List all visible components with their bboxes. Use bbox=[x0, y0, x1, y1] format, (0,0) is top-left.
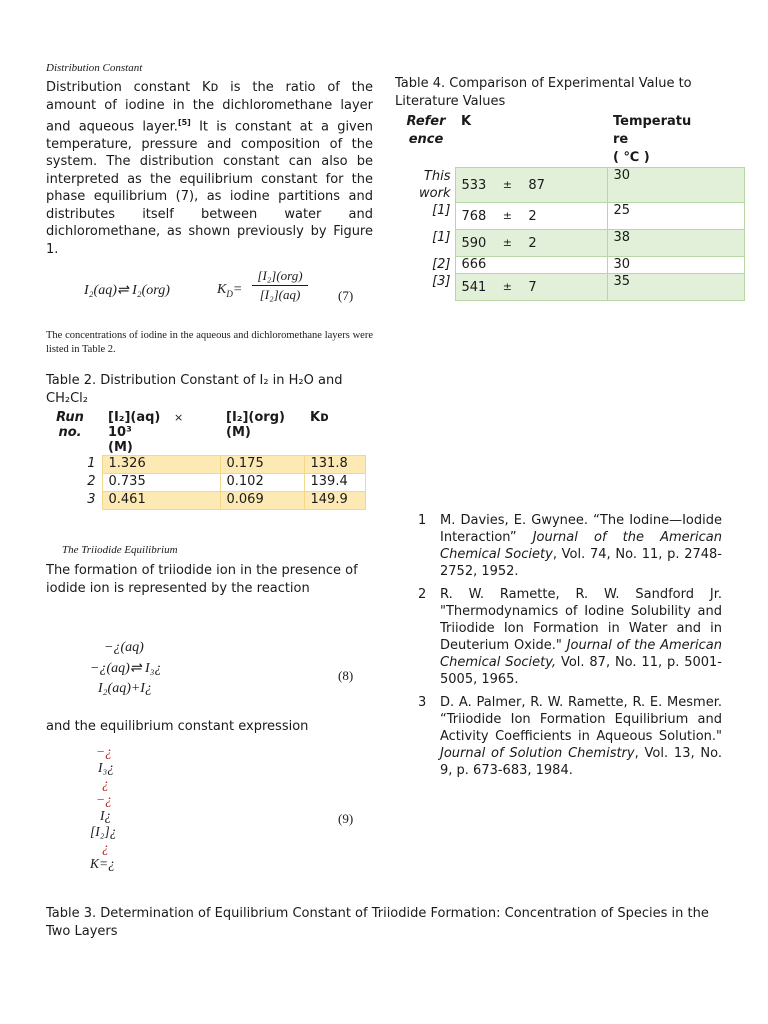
equation-7-fraction bbox=[252, 268, 308, 303]
equation-9 bbox=[90, 744, 116, 872]
eq9-line: [I₂]¿ bbox=[90, 824, 117, 839]
table-header-row bbox=[397, 113, 745, 168]
col-aq-symbol: [I₂](aq) bbox=[108, 410, 161, 425]
cell-temp: 30 bbox=[607, 257, 745, 274]
row-ref: [1] bbox=[432, 202, 451, 218]
reference-text bbox=[440, 512, 722, 580]
pm-sign: ± bbox=[502, 279, 512, 293]
row-ref: This work bbox=[419, 168, 451, 201]
row-ref: [3] bbox=[432, 273, 451, 289]
col-aq-pow: 10³ bbox=[108, 425, 132, 440]
kd-subscript: D bbox=[226, 288, 233, 299]
k-value: 666 bbox=[461, 257, 487, 272]
reference-item bbox=[418, 586, 722, 688]
cell-k bbox=[455, 257, 607, 274]
row-run: 1 bbox=[87, 455, 96, 471]
cell-k bbox=[455, 168, 607, 203]
cell-org: 0.069 bbox=[220, 492, 304, 510]
table2-caption: Table 2. Distribution Constant of I₂ in H₂O and CH₂Cl₂ bbox=[46, 373, 343, 406]
cell-kd: 149.9 bbox=[304, 492, 366, 510]
col-run: Run no. bbox=[56, 410, 84, 440]
equation-8-line1: −¿(aq) bbox=[104, 640, 144, 655]
k-value: 768 bbox=[461, 208, 487, 224]
table-row bbox=[397, 203, 745, 230]
reference-details: Vol. 87, No. 11, p. 5001-5005, 1965. bbox=[440, 655, 723, 687]
small-paragraph: The concentrations of iodine in the aqueous and dichloromethane layers were listed in Table 2. bbox=[46, 330, 373, 355]
reference-number: 3 bbox=[418, 695, 427, 710]
eq9-line: ¿ bbox=[102, 840, 109, 855]
reference-item bbox=[418, 512, 722, 580]
section-heading-distribution: Distribution Constant bbox=[46, 62, 143, 74]
cell-temp: 35 bbox=[607, 274, 745, 301]
reference-details: , Vol. 13, No. 9, p. 673-683, 1984. bbox=[440, 746, 723, 778]
equation-7-lhs: I₂(aq)⇌ I₂(org) bbox=[84, 283, 170, 298]
equation-8-line2: −¿(aq)⇌ I₃¿ bbox=[90, 661, 162, 676]
cell-k bbox=[455, 230, 607, 257]
equation-9-number: (9) bbox=[338, 811, 354, 826]
pm-sign: ± bbox=[502, 208, 512, 222]
k-value: 541 bbox=[461, 279, 487, 295]
cell-temp: 25 bbox=[607, 203, 745, 230]
equation-8-number: (8) bbox=[338, 668, 354, 683]
cell-kd: 131.8 bbox=[304, 456, 366, 474]
col-org-unit: (M) bbox=[226, 425, 251, 440]
table-row bbox=[38, 474, 366, 492]
fraction-denominator: [I₂](aq) bbox=[252, 285, 308, 303]
cell-temp: 30 bbox=[607, 168, 745, 203]
reference-journal: Journal of the American Chemical Society bbox=[440, 530, 722, 562]
paragraph-text-rest: It is constant at a given temperature, pressure and composition of the system. The distribution constant can also be interpreted as the equilibrium constant for the phase equilibrium (7), as iodine partitions and distributes itself between water and dichloromethane, as shown previously by Figure 1. bbox=[46, 119, 373, 257]
col-aq-mult: × bbox=[173, 411, 184, 424]
col-org-symbol: [I₂](org) bbox=[226, 410, 285, 425]
reference-authors: R. W. Ramette, R. W. Sandford Jr. "Thermodynamics of Iodine Solubility and Triiodide Ion Formation in Water and in Deuterium Oxide." bbox=[440, 587, 722, 653]
table4-caption: Table 4. Comparison of Experimental Value to Literature Values bbox=[395, 76, 692, 109]
equation-7-number: (7) bbox=[338, 288, 354, 303]
table-row bbox=[397, 230, 745, 257]
pm-sign: ± bbox=[502, 235, 512, 249]
cell-kd: 139.4 bbox=[304, 474, 366, 492]
cell-aq: 0.735 bbox=[102, 474, 220, 492]
cell-aq: 1.326 bbox=[102, 456, 220, 474]
table3-caption: Table 3. Determination of Equilibrium Constant of Triiodide Formation: Concentration of Species in the Two Layers bbox=[46, 906, 709, 939]
equation-7-kd: $K_D=$ bbox=[217, 282, 243, 299]
eq9-line: I¿ bbox=[100, 808, 112, 823]
reference-details: , Vol. 74, No. 11, p. 2748-2752, 1952. bbox=[440, 547, 722, 579]
k-value: 590 bbox=[461, 235, 487, 251]
row-ref: [1] bbox=[432, 229, 451, 245]
paragraph-expression: and the equilibrium constant expression bbox=[46, 719, 309, 734]
reference-text bbox=[440, 694, 722, 779]
cell-org: 0.102 bbox=[220, 474, 304, 492]
eq9-line: −¿ bbox=[96, 792, 112, 807]
cell-org: 0.175 bbox=[220, 456, 304, 474]
eq9-line: ¿ bbox=[102, 776, 109, 791]
cell-k bbox=[455, 274, 607, 301]
err-value: 7 bbox=[528, 279, 537, 295]
col-kd: Kᴅ bbox=[310, 410, 329, 425]
col-aq bbox=[102, 410, 220, 456]
row-run: 2 bbox=[87, 473, 96, 489]
table-row bbox=[38, 456, 366, 474]
reference-authors: D. A. Palmer, R. W. Ramette, R. E. Mesmer. “Triiodide Ion Formation Equilibrium and Activity Coefficients in Aqueous Solution." bbox=[440, 695, 722, 744]
reference-list bbox=[418, 512, 722, 785]
kd-symbol: K bbox=[217, 282, 227, 297]
err-value: 2 bbox=[528, 235, 537, 251]
section-heading-triiodide: The Triiodide Equilibrium bbox=[62, 544, 178, 556]
k-value: 533 bbox=[461, 177, 487, 193]
citation: [5] bbox=[177, 118, 191, 127]
table-row bbox=[397, 168, 745, 203]
row-run: 3 bbox=[87, 491, 96, 507]
pm-sign: ± bbox=[502, 177, 512, 191]
eq9-line: I₃¿ bbox=[98, 760, 114, 775]
col-temp-unit: ( ℃ ) bbox=[613, 150, 650, 165]
table-row bbox=[38, 492, 366, 510]
col-k: K bbox=[461, 114, 472, 129]
table-header-row bbox=[38, 410, 366, 456]
reference-journal: Journal of Solution Chemistry bbox=[440, 746, 635, 761]
table-4 bbox=[397, 113, 745, 301]
cell-temp: 38 bbox=[607, 230, 745, 257]
eq9-line: −¿ bbox=[96, 744, 112, 759]
reference-journal: Journal of the American Chemical Society, bbox=[440, 638, 722, 670]
col-reference: Reference bbox=[406, 114, 446, 147]
err-value: 2 bbox=[528, 208, 537, 224]
equation-8-line3: I₂(aq)+I¿ bbox=[98, 681, 152, 696]
cell-aq: 0.461 bbox=[102, 492, 220, 510]
paragraph-text: Distribution constant Kᴅ is the ratio of the amount of iodine in the dichloromethane layer and aqueous layer. bbox=[46, 80, 373, 135]
col-org bbox=[220, 410, 304, 456]
fraction-numerator: [I₂](org) bbox=[257, 268, 303, 283]
row-ref: [2] bbox=[432, 256, 451, 272]
table-row bbox=[397, 274, 745, 301]
cell-k bbox=[455, 203, 607, 230]
col-temperature bbox=[607, 113, 745, 168]
reference-text bbox=[440, 586, 722, 688]
reference-item bbox=[418, 694, 722, 779]
reference-authors: M. Davies, E. Gwynee. “The Iodine—Iodide Interaction” bbox=[440, 513, 722, 545]
err-value: 87 bbox=[528, 177, 545, 193]
eq9-line: K=¿ bbox=[90, 856, 115, 871]
reference-number: 2 bbox=[418, 587, 427, 602]
table-row bbox=[397, 257, 745, 274]
table-2 bbox=[38, 410, 366, 510]
paragraph-triiodide: The formation of triiodide ion in the presence of iodide ion is represented by the reaction bbox=[46, 563, 358, 596]
reference-number: 1 bbox=[418, 513, 427, 528]
col-aq-unit: (M) bbox=[108, 440, 133, 455]
paragraph-distribution bbox=[46, 79, 373, 258]
col-temp-label: Temperature bbox=[613, 114, 692, 147]
